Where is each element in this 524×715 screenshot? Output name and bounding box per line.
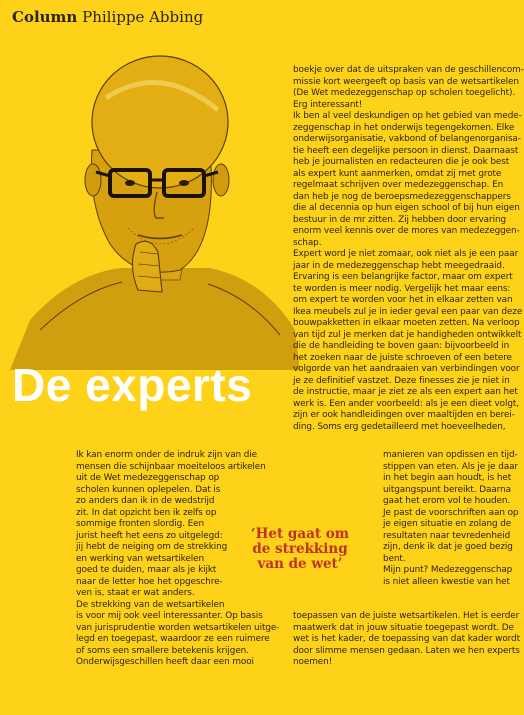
author-name: Philippe Abbing bbox=[82, 8, 204, 26]
article-body-conclusion: toepassen van de juiste wetsartikelen. Het is eerder maatwerk dat in jouw situatie toegepast wordt. De wet is het kader, de toepassing van dat kader wordt door slimme mensen gedaan. Laten we hen experts noemen! bbox=[293, 611, 520, 667]
pull-quote: ‘Het gaat om de strekking van de wet’ bbox=[250, 526, 350, 572]
column-header bbox=[12, 8, 203, 26]
column-label: Column bbox=[12, 8, 78, 26]
article-body-right-column-continued: manieren van opdissen en tijd- stippen van eten. Als je je daar in het begin aan houdt, is het uitgangspunt bereikt. Daarna gaat het erom vol te houden. Je past de voorschriften aan op je eigen situatie en zolang de resultaten naar tevredenheid zijn, denk ik dat je goed bezig bent. Mijn punt? Medezeggenschap is niet alleen kwestie van het bbox=[383, 450, 519, 587]
article-body-left-column: Ik kan enorm onder de indruk zijn van die mensen die schijnbaar moeiteloos artikelen uit de Wet medezeggenschap op scholen kunnen oplepelen. Dat is zo anders dan ik in de wedstrijd zit. In dat opzicht ben ik zelfs op sommige fronten slordig. Een jurist heeft het eens zo uitgelegd: jij hebt de neiging om de strekking en werking van wetsartikelen goed te duiden, maar als je kijkt naar de letter hoe het opgeschre- ven is, staat er wat anders. De strekking van de wetsartikelen is voor mij ook veel interessanter. Op basis van jurisprudentie worden wetsartikelen uitge- legd en toegepast, waardoor ze een ruimere of soms een smallere betekenis krijgen. Onderwijsgeschillen heeft daar een mooi bbox=[76, 450, 280, 667]
article-body-right-column: boekje over dat de uitspraken van de geschillencom- missie kort weergeeft op basis van de wetsartikelen (De Wet medezeggenschap op scholen toegelicht). Erg interessant! Ik ben al veel deskundigen op het gebied van mede- zeggenschap in het onderwijs tegengekomen. Elke onderwijsorganisatie, vakbond of belangenorganisa- tie heeft een degelijke persoon in dienst. Daarnaast heb je journalisten en redacteuren die je ook best als expert kunt aanmerken, omdat zij met grote regelmaat schrijven over medezeggenschap. En dan heb je nog de beroepsmedezeggenschappers die al decennia op hun eigen school of bij hun eigen bestuur in de mr zitten. Zij hebben door ervaring enorm veel kennis over de mores van medezeggen- schap. Expert word je niet zomaar, ook niet als je een paar jaar in de medezeggenschap hebt meegedraaid. Ervaring is een belangrijke factor, maar om expert te worden is meer nodig. Vergelijk het maar eens: om expert te worden voor het in elkaar zetten van Ikea meubels zul je in ieder geval een paar van deze bouwpakketten in elkaar moeten zetten. Na verloop van tijd zul je merken dat je handigheden ontwikkelt die de handleiding te boven gaan: bijvoorbeeld in het zoeken naar de juiste schroeven of een betere volgorde van het aandraaien van verbindingen voor je ze definitief vastzet. Deze finesses zie je niet in de instructie, maar je ziet ze als een expert aan het werk is. Een ander voorbeeld: als je een dieet volgt, zijn er ook handleidingen over maaltijden en berei- ding. Soms erg gedetailleerd met hoeveelheden, bbox=[293, 65, 524, 432]
author-portrait-illustration bbox=[10, 30, 300, 370]
article-title: De experts bbox=[12, 359, 253, 411]
